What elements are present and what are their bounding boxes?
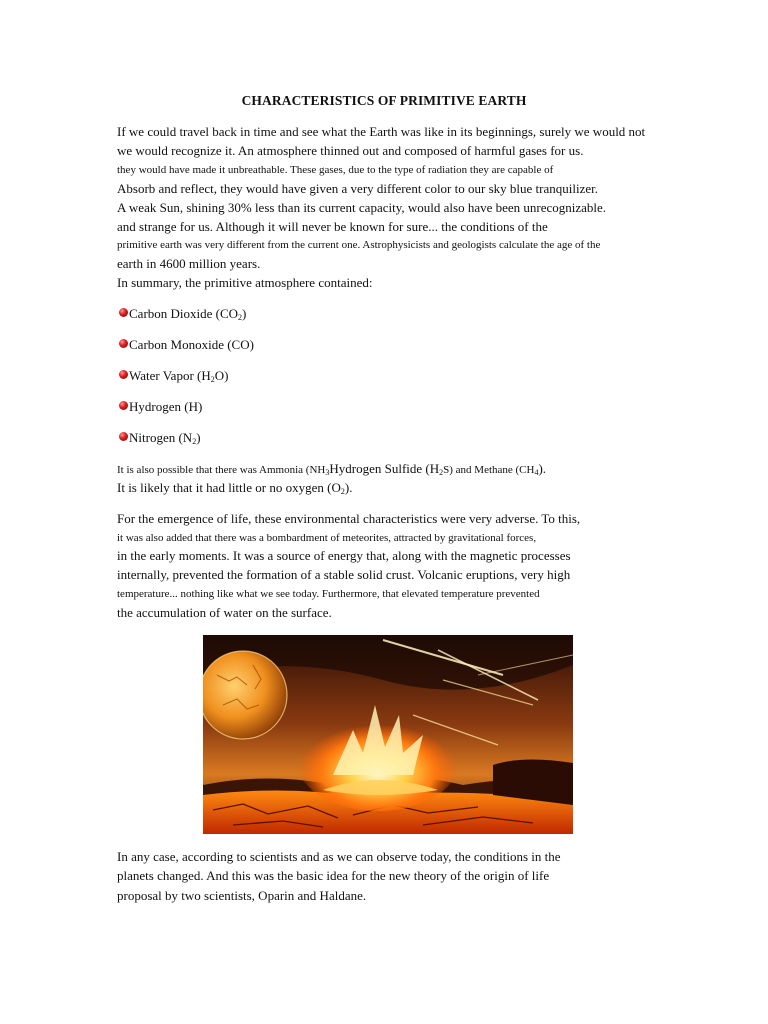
primitive-earth-illustration bbox=[203, 635, 573, 834]
paragraph-line: it was also added that there was a bombardment of meteorites, attracted by gravitational forces, bbox=[117, 532, 537, 544]
bullet-icon bbox=[119, 339, 128, 348]
list-item-water-vapor: Water Vapor $(H_2O)$ bbox=[119, 368, 228, 384]
paragraph-line: In summary, the primitive atmosphere contained: bbox=[117, 275, 373, 290]
paragraph-line: For the emergence of life, these environmental characteristics were very adverse. To this, bbox=[117, 511, 581, 526]
paragraph-line: It is also possible that there was Ammonia ($NH_3Hydrogen$ Sulfide $(H_2S)$ and Methane $(CH_4)$. bbox=[117, 461, 547, 477]
bullet-icon bbox=[119, 308, 128, 317]
list-item-carbon-monoxide: Carbon Monoxide (CO) bbox=[119, 337, 254, 353]
paragraph-line: If we could travel back in time and see what the Earth was like in its beginnings, surely we would not bbox=[117, 124, 646, 139]
paragraph-line: they would have made it unbreathable. These gases, due to the type of radiation they are capable of bbox=[117, 164, 554, 176]
paragraph-line: the accumulation of water on the surface. bbox=[117, 605, 332, 620]
paragraph-line: In any case, according to scientists and as we can observe today, the conditions in the bbox=[117, 849, 561, 864]
bullet-icon bbox=[119, 370, 128, 379]
list-item-carbon-dioxide: Carbon Dioxide $(CO_2)$ bbox=[119, 306, 246, 322]
paragraph-line: in the early moments. It was a source of energy that, along with the magnetic processes bbox=[117, 548, 571, 563]
paragraph-line: A weak Sun, shining 30% less than its current capacity, would also have been unrecognizable. bbox=[117, 200, 607, 215]
paragraph-line: temperature... nothing like what we see today. Furthermore, that elevated temperature prevented bbox=[117, 588, 540, 600]
paragraph-line: primitive earth was very different from the current one. Astrophysicists and geologists calculate the age of the bbox=[117, 239, 601, 251]
paragraph-line: Absorb and reflect, they would have given a very different color to our sky blue tranquilizer. bbox=[117, 181, 598, 196]
paragraph-line: we would recognize it. An atmosphere thinned out and composed of harmful gases for us. bbox=[117, 143, 584, 158]
paragraph-line: proposal by two scientists, Oparin and Haldane. bbox=[117, 888, 367, 903]
bullet-icon bbox=[119, 432, 128, 441]
list-item-hydrogen: Hydrogen (H) bbox=[119, 399, 202, 415]
page-title: CHARACTERISTICS OF PRIMITIVE EARTH bbox=[241, 93, 527, 108]
list-item-nitrogen: Nitrogen $(N_2)$ bbox=[119, 430, 201, 446]
paragraph-line: planets changed. And this was the basic idea for the new theory of the origin of life bbox=[117, 868, 550, 883]
paragraph-line: and strange for us. Although it will never be known for sure... the conditions of the bbox=[117, 219, 548, 234]
paragraph-line: It is likely that it had little or no oxygen $(O_2)$. bbox=[117, 480, 353, 496]
paragraph-line: internally, prevented the formation of a stable solid crust. Volcanic eruptions, very high bbox=[117, 567, 571, 582]
bullet-icon bbox=[119, 401, 128, 410]
paragraph-line: earth in 4600 million years. bbox=[117, 256, 261, 271]
